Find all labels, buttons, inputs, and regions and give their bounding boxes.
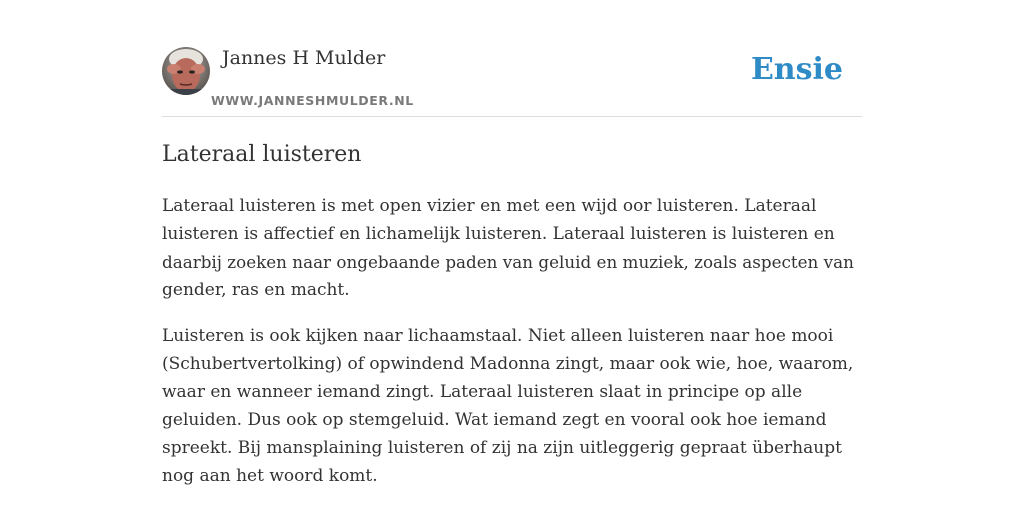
paragraph-line: Luisteren is ook kijken naar lichaamstaal. Niet alleen luisteren naar hoe mooi	[162, 326, 834, 346]
paragraph-line: Lateraal luisteren is met open vizier en met een wijd oor luisteren. Lateraal	[162, 196, 817, 216]
paragraph-line: luisteren is affectief en lichamelijk luisteren. Lateraal luisteren is luisteren en	[162, 224, 835, 244]
paragraph	[162, 192, 862, 304]
avatar-photo	[162, 47, 210, 95]
brand-logo[interactable]: Ensie	[750, 52, 843, 87]
paragraph-line: geluiden. Dus ook op stemgeluid. Wat iemand zegt en vooral ook hoe iemand	[162, 410, 827, 430]
paragraph-line: waar en wanneer iemand zingt. Lateraal luisteren slaat in principe op alle	[162, 382, 803, 402]
paragraph-line: spreekt. Bij mansplaining luisteren of zij na zijn uitleggerig gepraat überhaupt	[162, 438, 842, 458]
paragraph	[162, 322, 862, 490]
paragraph-line: gender, ras en macht.	[162, 280, 350, 300]
avatar[interactable]	[162, 47, 210, 95]
author-header	[162, 46, 862, 117]
paragraph-line: daarbij zoeken naar ongebaande paden van geluid en muziek, zoals aspecten van	[162, 252, 854, 272]
author-name[interactable]: Jannes H Mulder	[222, 47, 386, 69]
author-website-link[interactable]: WWW.JANNESHMULDER.NL	[211, 93, 414, 108]
article-body	[162, 192, 862, 508]
article-title: Lateraal luisteren	[162, 142, 362, 167]
paragraph-line: (Schubertvertolking) of opwindend Madonna zingt, maar ook wie, hoe, waarom,	[162, 354, 854, 374]
paragraph-line: nog aan het woord komt.	[162, 466, 378, 486]
